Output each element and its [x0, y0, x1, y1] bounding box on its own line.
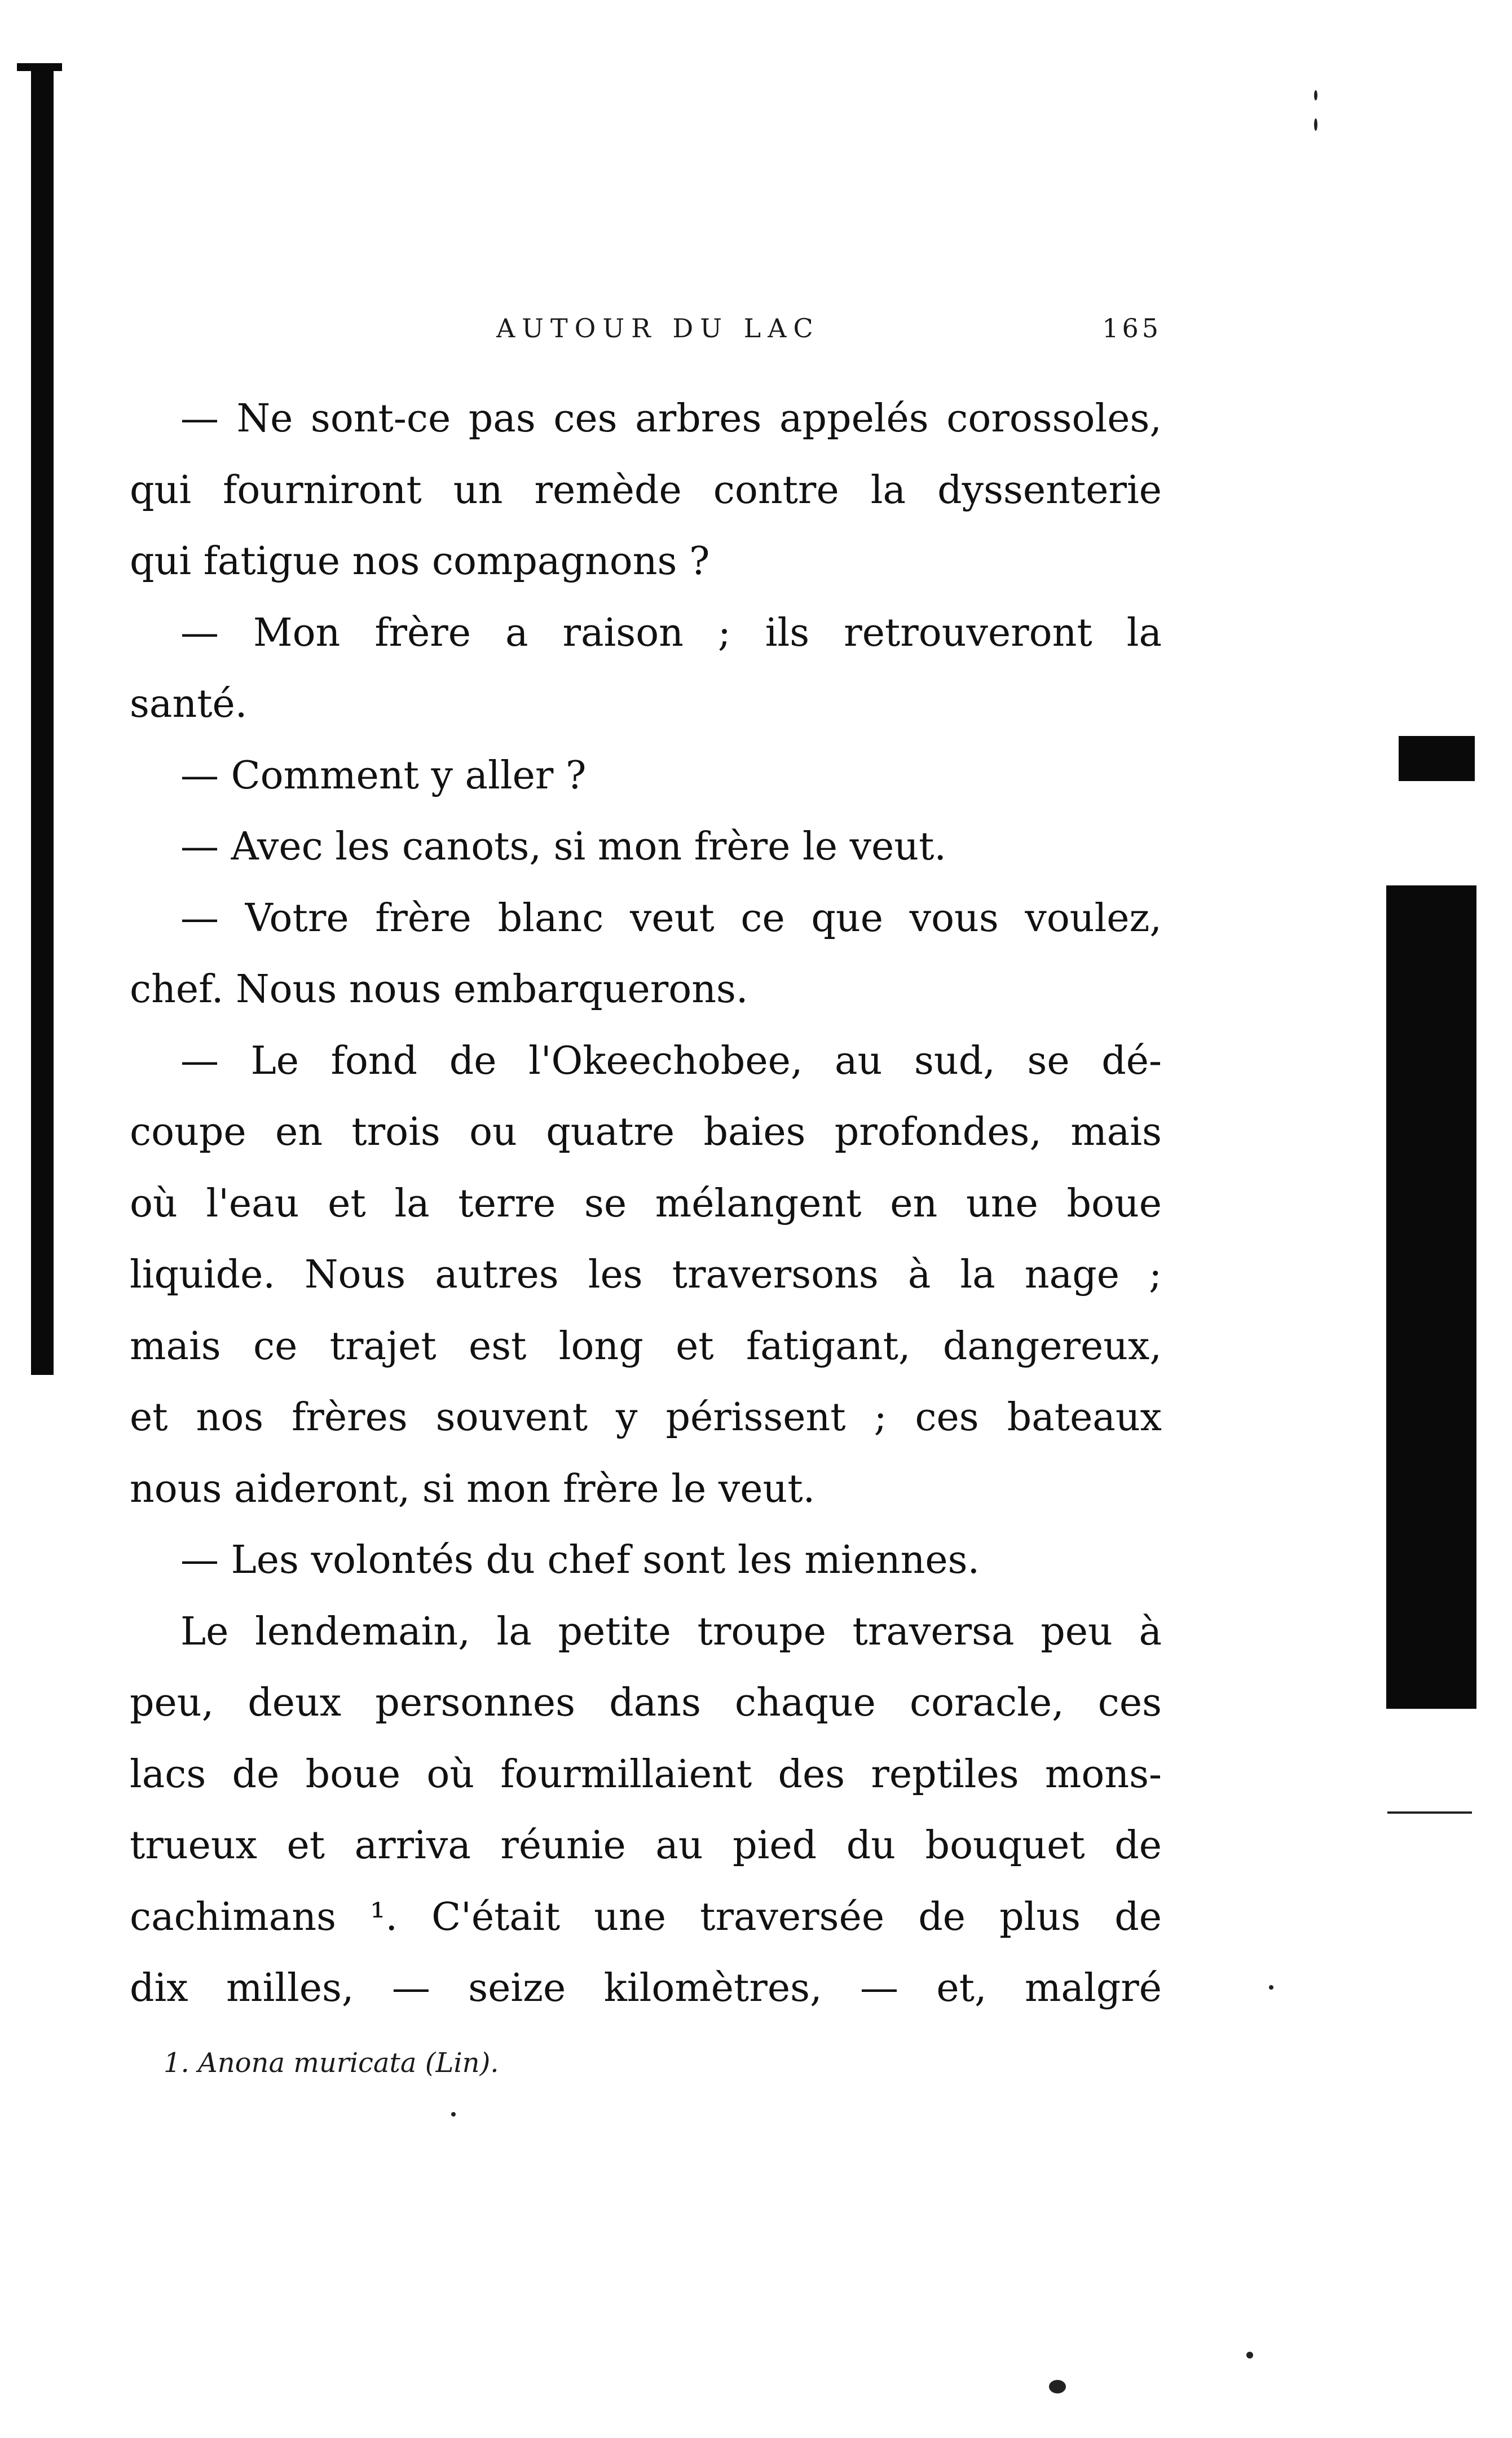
speck — [1269, 1985, 1273, 1990]
text-line: — Votre frère blanc veut ce que vous voulez, — [180, 896, 1162, 941]
text-line: dix milles, — seize kilomètres, — et, malgré — [130, 1966, 1162, 2011]
speck — [451, 2112, 456, 2117]
text-line: mais ce trajet est long et fatigant, dangereux, — [130, 1324, 1162, 1369]
right-edge-bar — [1386, 885, 1476, 1709]
body-text — [130, 383, 1162, 2025]
text-line: qui fourniront un remède contre la dyssenterie — [130, 468, 1162, 513]
running-header — [130, 313, 1162, 358]
text-line: cachimans ¹. C'était une traversée de plus de — [130, 1894, 1162, 1939]
text-line: nous aideront, si mon frère le veut. — [130, 1466, 815, 1511]
text-line: Le lendemain, la petite troupe traversa peu à — [180, 1609, 1162, 1654]
right-edge-rule — [1387, 1811, 1472, 1814]
text-line: coupe en trois ou quatre baies profondes, mais — [130, 1110, 1162, 1154]
text-line: — Les volontés du chef sont les miennes. — [180, 1538, 980, 1582]
text-line: lacs de boue où fourmillaient des reptiles mons- — [130, 1752, 1162, 1797]
speck — [1246, 2352, 1253, 2358]
page-number: 165 — [1102, 313, 1162, 343]
text-line: — Ne sont-ce pas ces arbres appelés corossoles, — [180, 396, 1162, 441]
text-line: liquide. Nous autres les traversons à la nage ; — [130, 1253, 1162, 1297]
text-line: chef. Nous nous embarquerons. — [130, 967, 748, 1012]
text-line: peu, deux personnes dans chaque coracle, ces — [130, 1681, 1162, 1725]
footnote: 1. Anona muricata (Lin). — [164, 2047, 499, 2079]
left-margin-bar — [31, 67, 54, 1375]
speck — [1049, 2380, 1066, 2393]
text-line: qui fatigue nos compagnons ? — [130, 539, 710, 584]
text-line: où l'eau et la terre se mélangent en une boue — [130, 1181, 1162, 1226]
speck — [1314, 90, 1317, 100]
text-line: — Le fond de l'Okeechobee, au sud, se dé- — [180, 1038, 1162, 1083]
speck — [1314, 118, 1317, 131]
text-line: — Comment y aller ? — [180, 753, 587, 798]
text-line: santé. — [130, 682, 248, 726]
running-title: AUTOUR DU LAC — [496, 313, 820, 343]
right-edge-block — [1399, 736, 1475, 781]
text-line: — Avec les canots, si mon frère le veut. — [180, 825, 947, 869]
text-line: trueux et arriva réunie au pied du bouquet de — [130, 1823, 1162, 1868]
text-line: et nos frères souvent y périssent ; ces bateaux — [130, 1395, 1162, 1440]
text-line: — Mon frère a raison ; ils retrouveront la — [180, 610, 1162, 655]
